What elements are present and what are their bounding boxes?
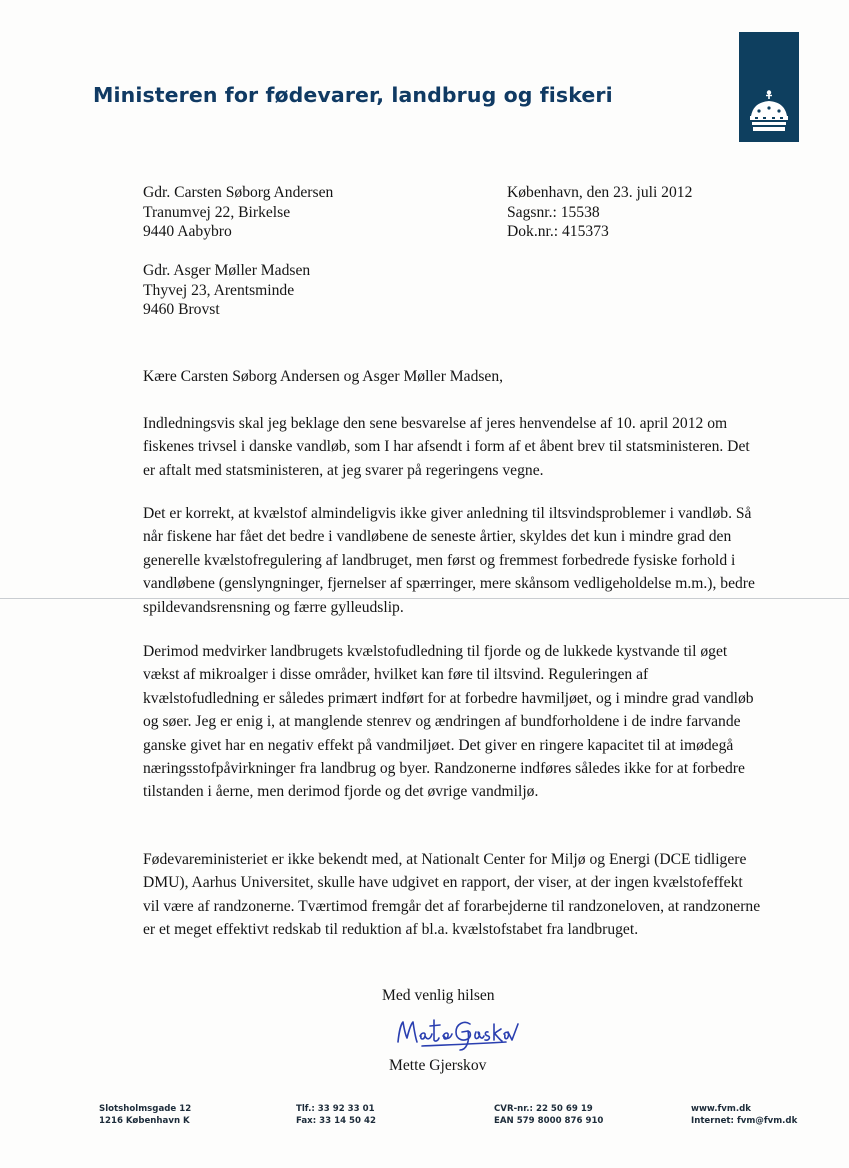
footer-line: 1216 København K [99, 1116, 190, 1126]
footer-web [691, 1103, 797, 1127]
body-paragraph-3: Derimod medvirker landbrugets kvælstofudledning til fjorde og de lukkede kystvande til øget vækst af mikroalger i disse områder, hvilket kan føre til iltsvind. Reguleringen af kvælstofudledning er således primært indført for at forbedre havmiljøet, og i mindre grad vandløb og søer. Jeg er enig i, at manglende stenrev og ændringen af bundforholdene i de indre farvande ganske givet har en negativ effekt på vandmiljøet. Det giver en ringere kapacitet til at imødegå næringsstofpåvirkninger fra landbrug og byer. Randzonerne indføres således ikke for at forbedre tilstanden i åerne, men derimod fjorde og det øvrige vandmiljø. [143, 643, 754, 801]
royal-crown-logo [739, 32, 799, 142]
footer-line: EAN 579 8000 876 910 [494, 1116, 604, 1126]
recipient-line: 9440 Aabybro [143, 223, 232, 240]
recipient-line: 9460 Brovst [143, 301, 220, 318]
closing-greeting: Med venlig hilsen [382, 987, 495, 1004]
footer-line: Fax: 33 14 50 42 [296, 1116, 376, 1126]
recipient-line: Gdr. Asger Møller Madsen [143, 262, 311, 279]
letter-date: København, den 23. juli 2012 [507, 184, 693, 201]
body-paragraph-2: Det er korrekt, at kvælstof almindeligvis ikke giver anledning til iltsvindsproblemer i vandløb. Så når fiskene har fået det bedre i vandløbene de seneste årtier, skyldes det kun i mindre grad den generelle kvælstofregulering af landbruget, men først og fremmest forbedrede fysiske forhold i vandløbene (genslyngninger, fjernelser af spærringer, mere skånsom vedligeholdelse m.m.), bedre spildevandsrensning og færre gylleudslip. [143, 505, 755, 616]
scan-artifact-line [0, 598, 849, 599]
letter-meta [507, 183, 692, 242]
footer-address [99, 1103, 191, 1127]
recipient-line: Tranumvej 22, Birkelse [143, 203, 291, 221]
case-number: Sagsnr.: 15538 [507, 203, 600, 221]
ministry-title: Ministeren for fødevarer, landbrug og fiskeri [93, 83, 613, 107]
body-paragraph-4: Fødevareministeriet er ikke bekendt med, at Nationalt Center for Miljø og Energi (DCE tidligere DMU), Aarhus Universitet, skulle have udgivet en rapport, der viser, at der ingen kvælstofeffekt vil være af randzonerne. Tværtimod fremgår det af forarbejderne til randzoneloven, at randzonerne er et meget effektivt redskab til reduktion af bl.a. kvælstofstabet fra landbruget. [143, 851, 761, 939]
recipient-line: Thyvej 23, Arentsminde [143, 281, 295, 299]
footer-line: CVR-nr.: 22 50 69 19 [494, 1104, 593, 1114]
footer-phone [296, 1103, 376, 1127]
document-number: Dok.nr.: 415373 [507, 223, 609, 240]
footer-line: Tlf.: 33 92 33 01 [296, 1104, 375, 1114]
footer-email: Internet: fvm@fvm.dk [691, 1116, 798, 1126]
footer-line: Slotsholmsgade 12 [99, 1104, 192, 1114]
footer-website: www.fvm.dk [691, 1104, 751, 1114]
recipient-line: Gdr. Carsten Søborg Andersen [143, 184, 334, 201]
recipient-address-2 [143, 261, 310, 320]
footer-registry [494, 1103, 603, 1127]
body-paragraph-1: Indledningsvis skal jeg beklage den sene besvarelse af jeres henvendelse af 10. april 2012 om fiskenes trivsel i danske vandløb, som I har afsendt i form af et åbent brev til statsministeren. Det er aftalt med statsministeren, at jeg svarer på regeringens vegne. [143, 415, 750, 479]
signer-name: Mette Gjerskov [389, 1057, 487, 1074]
recipient-address-1 [143, 183, 333, 242]
crown-icon [747, 90, 791, 132]
salutation: Kære Carsten Søborg Andersen og Asger Møller Madsen, [143, 368, 504, 385]
handwritten-signature [394, 1012, 524, 1054]
